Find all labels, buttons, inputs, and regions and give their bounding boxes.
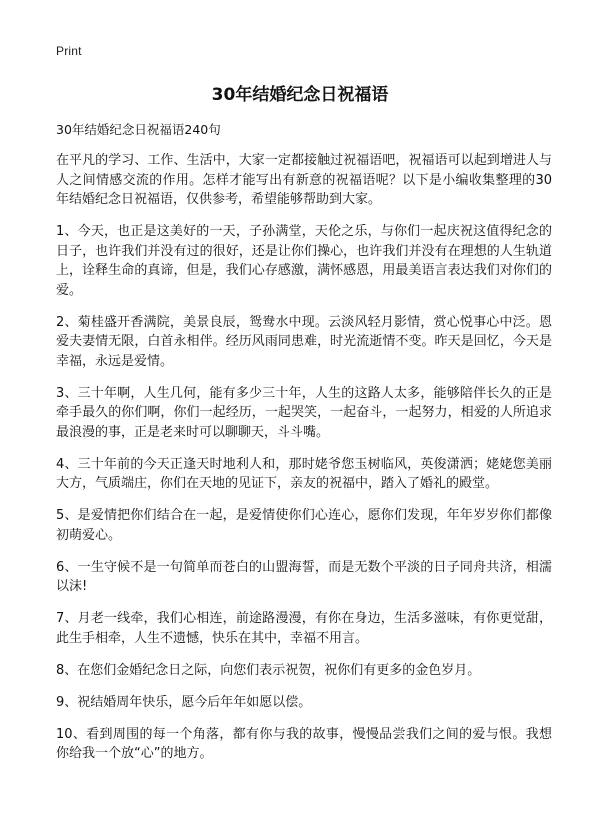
- blessing-item-5: 5、是爱情把你们结合在一起，是爱情使你们心连心，愿你们发现，年年岁岁你们都像初萌爱心。: [56, 508, 552, 543]
- document-title: 30年结婚纪念日祝福语: [211, 85, 389, 105]
- blessing-item-6: 6、一生守候不是一句简单而苍白的山盟海誓，而是无数个平淡的日子同舟共济，相濡以沫!: [56, 559, 552, 594]
- blessing-item-1: 1、今天，也正是这美好的一天，子孙满堂，天伦之乐，与你们一起庆祝这值得纪念的日子，也许我们并没有过的很好，还是让你们操心，也许我们并没有在理想的人生轨道上，诠释生命的真谛，但是，我们心存感激，满怀感恩，用最美语言表达我们对你们的爱。: [56, 224, 552, 298]
- blessing-item-3: 3、三十年啊，人生几何，能有多少三十年，人生的这路人太多，能够陪伴长久的正是牵手最久的你们啊，你们一起经历，一起哭笑，一起奋斗，一起努力，相爱的人所追求最浪漫的事，正是老来时可以聊聊天，斗斗嘴。: [56, 385, 552, 440]
- blessing-item-2: 2、菊桂盛开香满院，美景良辰，鸳鸯水中现。云淡风轻月影情，赏心悦事心中泛。恩爱夫妻情无限，白首永相伴。经历风雨同患难，时光流逝情不变。昨天是回忆，今天是幸福，永远是爱情。: [56, 314, 552, 369]
- blessing-item-9: 9、祝结婚周年快乐，愿今后年年如愿以偿。: [56, 694, 312, 710]
- blessing-item-8: 8、在您们金婚纪念日之际，向您们表示祝贺，祝你们有更多的金色岁月。: [56, 662, 481, 678]
- print-label: Print: [56, 44, 82, 58]
- document-body: [56, 151, 552, 776]
- intro-paragraph: 在平凡的学习、工作、生活中，大家一定都接触过祝福语吧，祝福语可以起到增进人与人之间情感交流的作用。怎样才能写出有新意的祝福语呢？以下是小编收集整理的30年结婚纪念日祝福语，仅供参考，希望能够帮助到大家。: [56, 153, 552, 207]
- document-subtitle: 30年结婚纪念日祝福语240句: [56, 122, 221, 137]
- blessing-item-7: 7、月老一线牵，我们心相连，前途路漫漫，有你在身边，生活多滋味，有你更觉甜，此生手相牵，人生不遗憾，快乐在其中，幸福不用言。: [56, 611, 552, 646]
- blessing-item-10: 10、看到周围的每一个角落，都有你与我的故事，慢慢品尝我们之间的爱与恨。我想你给我一个放“心”的地方。: [56, 726, 552, 761]
- blessing-item-4: 4、三十年前的今天正逢天时地利人和，那时姥爷您玉树临风，英俊潇洒；姥姥您美丽大方，气质端庄，你们在天地的见证下，亲友的祝福中，踏入了婚礼的殿堂。: [56, 456, 552, 491]
